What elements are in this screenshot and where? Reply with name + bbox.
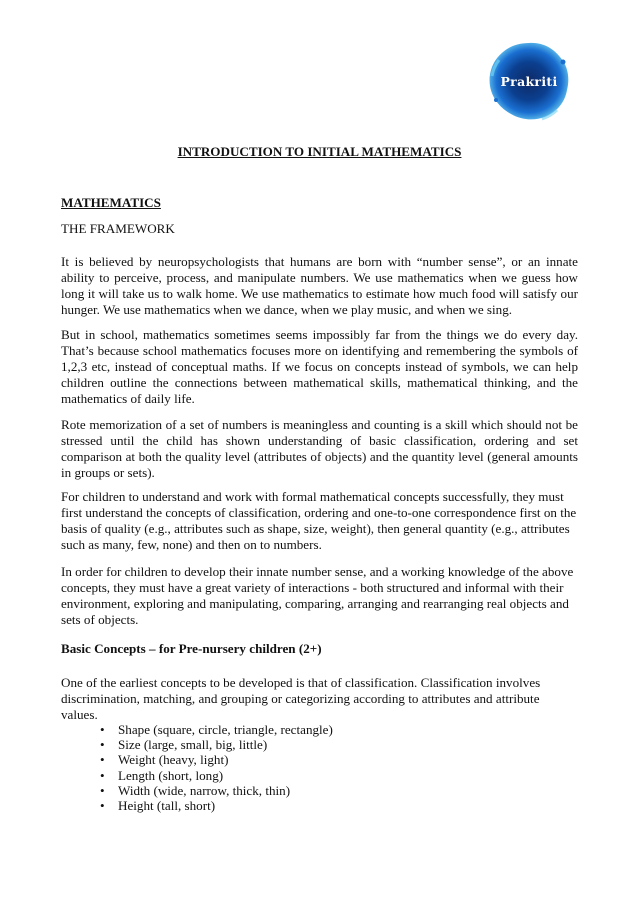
paragraph-1: It is believed by neuropsychologists that humans are born with “number sense”, or an innate ability to perceive, process, and manipulate numbers. We use mathematics when we guess how long it will take us to walk home. We use mathematics to estimate how much food will satisfy our hunger. We use mathematics when we dance, when we play music, and when we sing. [61,254,578,317]
attribute-list [100,722,333,813]
prakriti-logo [487,40,571,122]
paragraph-5: In order for children to develop their innate number sense, and a working knowledge of the above concepts, they must have a great variety of interactions - both structured and informal with their environment, exploring and manipulating, comparing, arranging and rearranging real objects and sets of objects. [61,564,574,627]
page-title: INTRODUCTION TO INITIAL MATHEMATICS [177,144,462,159]
list-item: • Weight (heavy, light) [100,752,333,767]
list-item: • Height (tall, short) [100,798,333,813]
basic-concepts-heading: Basic Concepts – for Pre-nursery children (2+) [61,641,322,656]
list-item: • Size (large, small, big, little) [100,737,333,752]
section-subheading: THE FRAMEWORK [61,221,175,236]
list-item: • Length (short, long) [100,768,333,783]
paragraph-2: But in school, mathematics sometimes seems impossibly far from the things we do every day. That’s because school mathematics focuses more on identifying and remembering the symbols of 1,2,3 etc, instead of conceptual maths. If we focus on concepts instead of symbols, we can help children outline the connections between mathematical skills, mathematical thinking, and the mathematics of daily life. [61,327,578,406]
section-heading: MATHEMATICS [61,195,161,210]
paragraph-3: Rote memorization of a set of numbers is meaningless and counting is a skill which should not be stressed until the child has shown understanding of basic classification, ordering and set comparison at both the quality level (attributes of objects) and the quantity level (general amounts in groups or sets). [61,417,578,480]
list-item: • Shape (square, circle, triangle, rectangle) [100,722,333,737]
list-item: • Width (wide, narrow, thick, thin) [100,783,333,798]
paragraph-4: For children to understand and work with formal mathematical concepts successfully, they must first understand the concepts of classification, ordering and one-to-one correspondence first on the basis of quality (e.g., attributes such as shape, size, weight), then general quantity (e.g., attributes such as many, few, none) and then on to numbers. [61,489,577,552]
basic-concepts-intro: One of the earliest concepts to be developed is that of classification. Classification involves discrimination, matching, and grouping or categorizing according to attributes and attribute values. [61,675,541,722]
logo-text: Prakriti [500,73,558,89]
